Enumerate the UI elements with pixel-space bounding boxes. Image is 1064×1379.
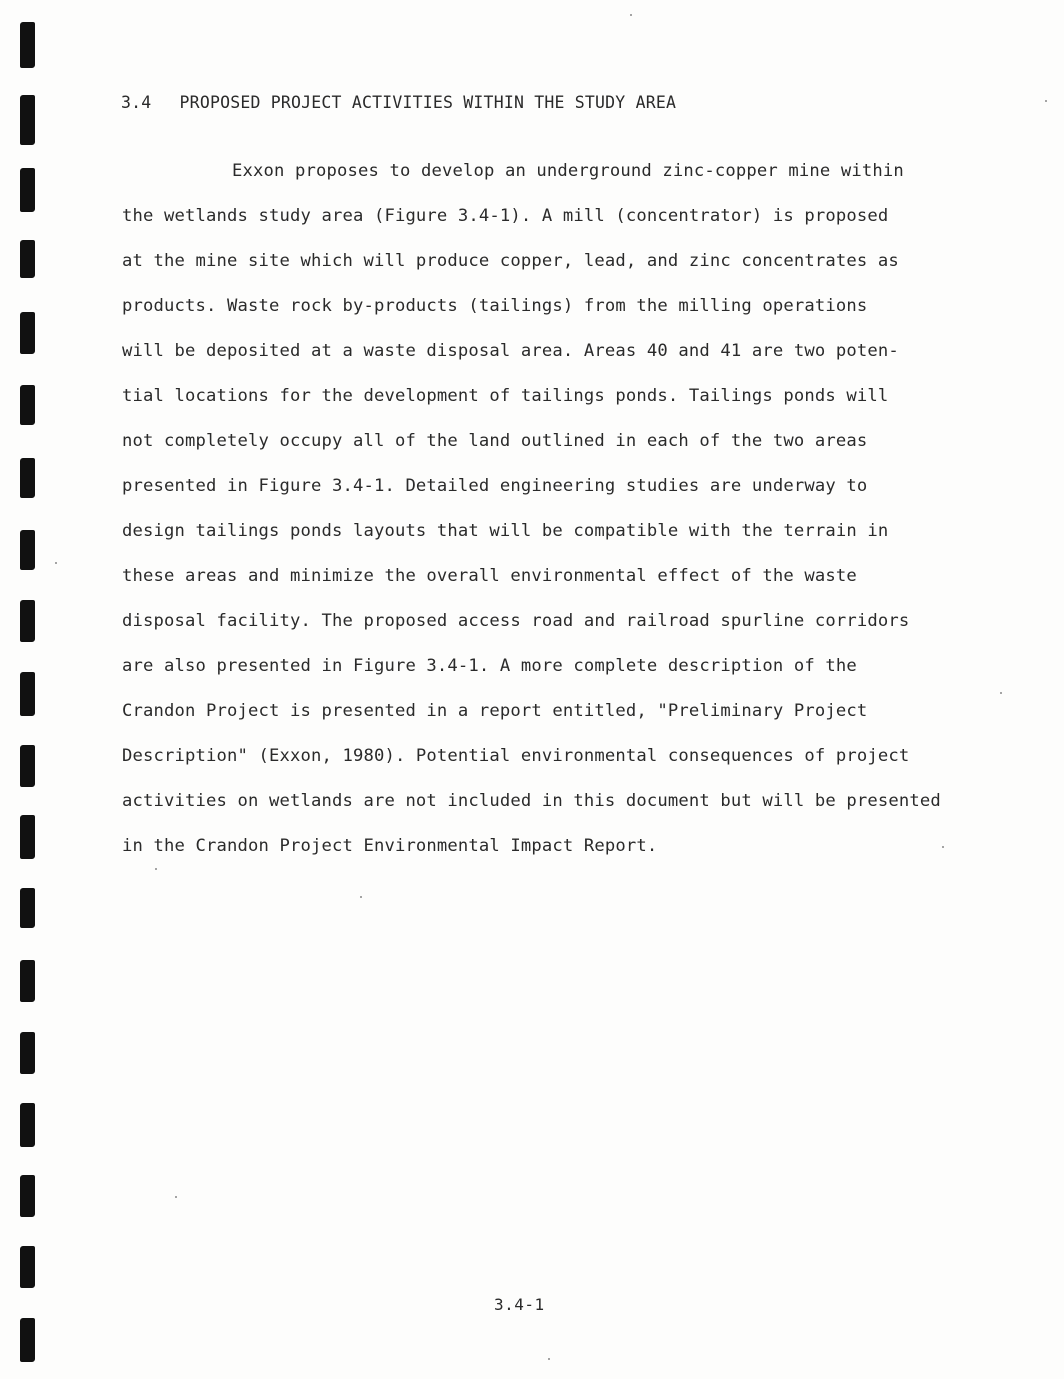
paragraph-line: presented in Figure 3.4-1. Detailed engineering studies are underway to	[122, 476, 868, 496]
section-number: 3.4	[121, 93, 152, 112]
paragraph-line: design tailings ponds layouts that will be compatible with the terrain in	[122, 521, 889, 541]
punch-mark	[20, 95, 35, 145]
paragraph-line: these areas and minimize the overall environmental effect of the waste	[122, 566, 857, 586]
punch-mark	[20, 745, 35, 787]
punch-mark	[20, 240, 35, 278]
punch-mark	[20, 1103, 35, 1147]
paragraph-line: activities on wetlands are not included in this document but will be presented	[122, 791, 941, 811]
paragraph-line: Exxon proposes to develop an underground zinc-copper mine within	[232, 161, 904, 181]
paragraph-line: Description" (Exxon, 1980). Potential environmental consequences of project	[122, 746, 910, 766]
punch-mark	[20, 458, 35, 498]
punch-mark	[20, 888, 35, 928]
scan-speck	[630, 14, 632, 16]
paragraph-line: at the mine site which will produce copper, lead, and zinc concentrates as	[122, 251, 899, 271]
body-paragraph	[122, 160, 1012, 880]
paragraph-line: the wetlands study area (Figure 3.4-1). A mill (concentrator) is proposed	[122, 206, 889, 226]
scan-speck	[1000, 692, 1002, 694]
punch-mark	[20, 1318, 35, 1362]
binder-punch-marks	[0, 0, 60, 1379]
punch-mark	[20, 22, 35, 68]
scan-speck	[360, 896, 362, 898]
punch-mark	[20, 815, 35, 859]
punch-mark	[20, 600, 35, 642]
paragraph-line: tial locations for the development of tailings ponds. Tailings ponds will	[122, 386, 889, 406]
section-title: PROPOSED PROJECT ACTIVITIES WITHIN THE STUDY AREA	[179, 93, 677, 112]
page-number: 3.4-1	[494, 1295, 545, 1314]
punch-mark	[20, 672, 35, 716]
scan-speck	[548, 1358, 550, 1360]
punch-mark	[20, 1246, 35, 1288]
punch-mark	[20, 1032, 35, 1074]
paragraph-line: in the Crandon Project Environmental Impact Report.	[122, 836, 658, 856]
paragraph-line: disposal facility. The proposed access road and railroad spurline corridors	[122, 611, 910, 631]
punch-mark	[20, 1175, 35, 1217]
paragraph-line: Crandon Project is presented in a report entitled, "Preliminary Project	[122, 701, 868, 721]
scan-speck	[55, 562, 57, 564]
punch-mark	[20, 385, 35, 425]
section-heading	[121, 93, 676, 112]
paragraph-line: not completely occupy all of the land outlined in each of the two areas	[122, 431, 868, 451]
paragraph-line: are also presented in Figure 3.4-1. A more complete description of the	[122, 656, 857, 676]
paragraph-line: products. Waste rock by-products (tailings) from the milling operations	[122, 296, 868, 316]
punch-mark	[20, 960, 35, 1002]
punch-mark	[20, 168, 35, 212]
paragraph-line: will be deposited at a waste disposal area. Areas 40 and 41 are two poten-	[122, 341, 899, 361]
punch-mark	[20, 312, 35, 354]
scan-speck	[175, 1196, 177, 1198]
punch-mark	[20, 530, 35, 570]
scan-speck	[942, 846, 944, 848]
scan-speck	[155, 868, 157, 870]
scan-speck	[1045, 100, 1047, 102]
